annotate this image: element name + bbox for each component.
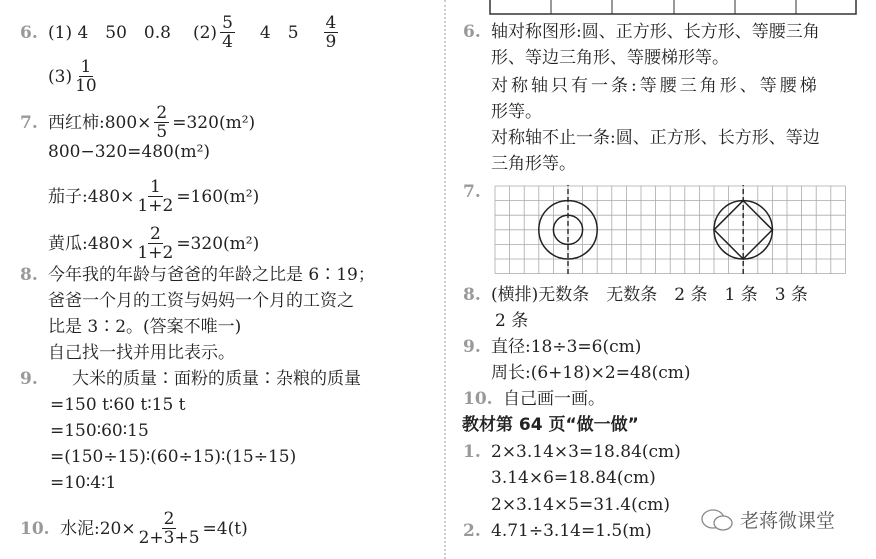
answer-text: 自己画一画。: [503, 389, 605, 409]
fraction: $\frac{2}{2+3+5}$: [138, 509, 200, 548]
wechat-icon: [700, 507, 734, 533]
answer-text: (3): [48, 66, 73, 87]
answer-text: 今年我的年龄与爸爸的年龄之比是 6∶19；: [48, 265, 375, 285]
answer-text: 轴对称图形:圆、正方形、长方形、等腰三角: [491, 22, 820, 42]
right-q6-line6: [491, 154, 576, 174]
left-q9-line5: [50, 473, 116, 493]
watermark: [700, 506, 835, 533]
left-q7-line1: [20, 104, 255, 141]
answer-text: 周长:(6+18)×2=48(cm): [491, 363, 691, 383]
left-q8-line2: [48, 291, 354, 311]
right-s2: [463, 521, 652, 541]
symmetry-grid-figure: [494, 185, 848, 274]
answer-text: 茄子:480×: [48, 186, 135, 207]
right-q6-line2: [491, 48, 729, 68]
right-s1-line2: [491, 468, 656, 488]
question-number: 9.: [463, 337, 481, 357]
left-q8-line4: [48, 343, 235, 363]
question-number: 6.: [463, 22, 481, 42]
question-number: 2.: [463, 521, 481, 541]
answer-text: 4.71÷3.14=1.5(m): [491, 521, 652, 541]
question-number: 6.: [20, 22, 38, 43]
left-q8-line1: [20, 265, 375, 285]
fraction: $\frac{1}{1+2}$: [137, 177, 174, 216]
answer-text: =4(t): [202, 518, 248, 539]
watermark-text: 老蒋微课堂: [740, 510, 836, 532]
fraction: 1 10: [75, 57, 97, 96]
fraction: $\frac{2}{5}$: [156, 103, 168, 142]
right-q10: [463, 389, 605, 409]
left-q9-line1: [20, 369, 361, 389]
left-q9-line3: [50, 421, 149, 441]
section-title: 教材第 64 页“做一做”: [462, 415, 639, 435]
answer-text: 直径:18÷3=6(cm): [491, 337, 642, 357]
section-heading: [462, 415, 639, 435]
right-q6-line5: [491, 128, 820, 148]
left-q6-line2: [48, 58, 100, 95]
answer-text: =150∶60∶15: [50, 421, 149, 441]
answer-text: =(150÷15)∶(60÷15)∶(15÷15): [50, 447, 297, 467]
left-q7-line2: [48, 142, 210, 162]
question-number: 9.: [20, 369, 38, 389]
answer-text: 比是 3∶2。(答案不唯一): [48, 317, 242, 337]
answer-text: =320(m²): [172, 112, 256, 133]
question-number: 7.: [20, 112, 38, 133]
question-number: 8.: [20, 265, 38, 285]
answer-text: 大米的质量∶面粉的质量∶杂粮的质量: [72, 369, 361, 389]
answer-text: 2×3.14×3=18.84(cm): [491, 442, 681, 462]
answer-text: =320(m²): [176, 233, 260, 254]
right-q8-line1: [463, 285, 808, 305]
left-q9-line4: [50, 447, 296, 467]
left-q8-line3: [48, 317, 241, 337]
answer-text: =10∶4∶1: [50, 473, 117, 493]
right-q6-line1: [463, 22, 820, 42]
right-s1-line3: [491, 495, 670, 515]
left-q10-line1: [20, 510, 248, 547]
question-number: 7.: [463, 182, 481, 202]
left-q7-line4: [48, 225, 259, 262]
answer-text: 西红柿:800×: [48, 112, 152, 133]
answer-text: 800−320=480(m²): [48, 142, 211, 162]
answer-text: 三角形等。: [491, 154, 576, 174]
right-q6-line3: [491, 76, 820, 96]
right-q6-line4: [491, 102, 542, 122]
answer-text: 4 5: [259, 22, 299, 43]
fraction: $\frac{2}{1+2}$: [137, 224, 174, 263]
answer-text: =160(m²): [176, 186, 260, 207]
question-number: 8.: [463, 285, 481, 305]
fraction: 5 4: [222, 13, 233, 52]
right-s1-line1: [463, 442, 681, 462]
question-number: 10.: [463, 389, 493, 409]
answer-text: (2): [192, 22, 218, 43]
answer-text: 对称轴只有一条:等腰三角形、等腰梯: [491, 76, 820, 96]
left-q9-line2: [50, 395, 186, 415]
right-q9-line1: [463, 337, 641, 357]
answer-text: 对称轴不止一条:圆、正方形、长方形、等边: [491, 128, 820, 148]
answer-text: 形等。: [491, 102, 542, 122]
left-q7-line3: [48, 178, 259, 215]
answer-text: (横排)无数条 无数条 2 条 1 条 3 条: [491, 285, 808, 305]
answer-text: 3.14×6=18.84(cm): [491, 468, 656, 488]
answer-text: 水泥:20×: [60, 518, 136, 539]
right-q8-line2: [495, 311, 528, 331]
question-number: 10.: [20, 518, 50, 539]
right-q7-number: [463, 182, 481, 202]
answer-text: 形、等边三角形、等腰梯形等。: [491, 48, 729, 68]
fraction: 4 9: [325, 13, 337, 52]
question-number: 1.: [463, 442, 481, 462]
answer-text: 2 条: [495, 311, 529, 331]
answer-text: 爸爸一个月的工资与妈妈一个月的工资之: [48, 291, 354, 311]
answer-text: 自己找一找并用比表示。: [48, 343, 235, 363]
right-q9-line2: [491, 363, 691, 383]
answer-text: 黄瓜:480×: [48, 233, 135, 254]
answer-text: =150 t∶60 t∶15 t: [50, 395, 186, 415]
column-divider: [444, 0, 446, 559]
table-bottom-fragment: [488, 0, 860, 16]
answer-text: 2×3.14×5=31.4(cm): [491, 495, 670, 515]
left-q6-line1: [20, 14, 341, 51]
answer-text: (1) 4 50 0.8: [48, 22, 171, 43]
